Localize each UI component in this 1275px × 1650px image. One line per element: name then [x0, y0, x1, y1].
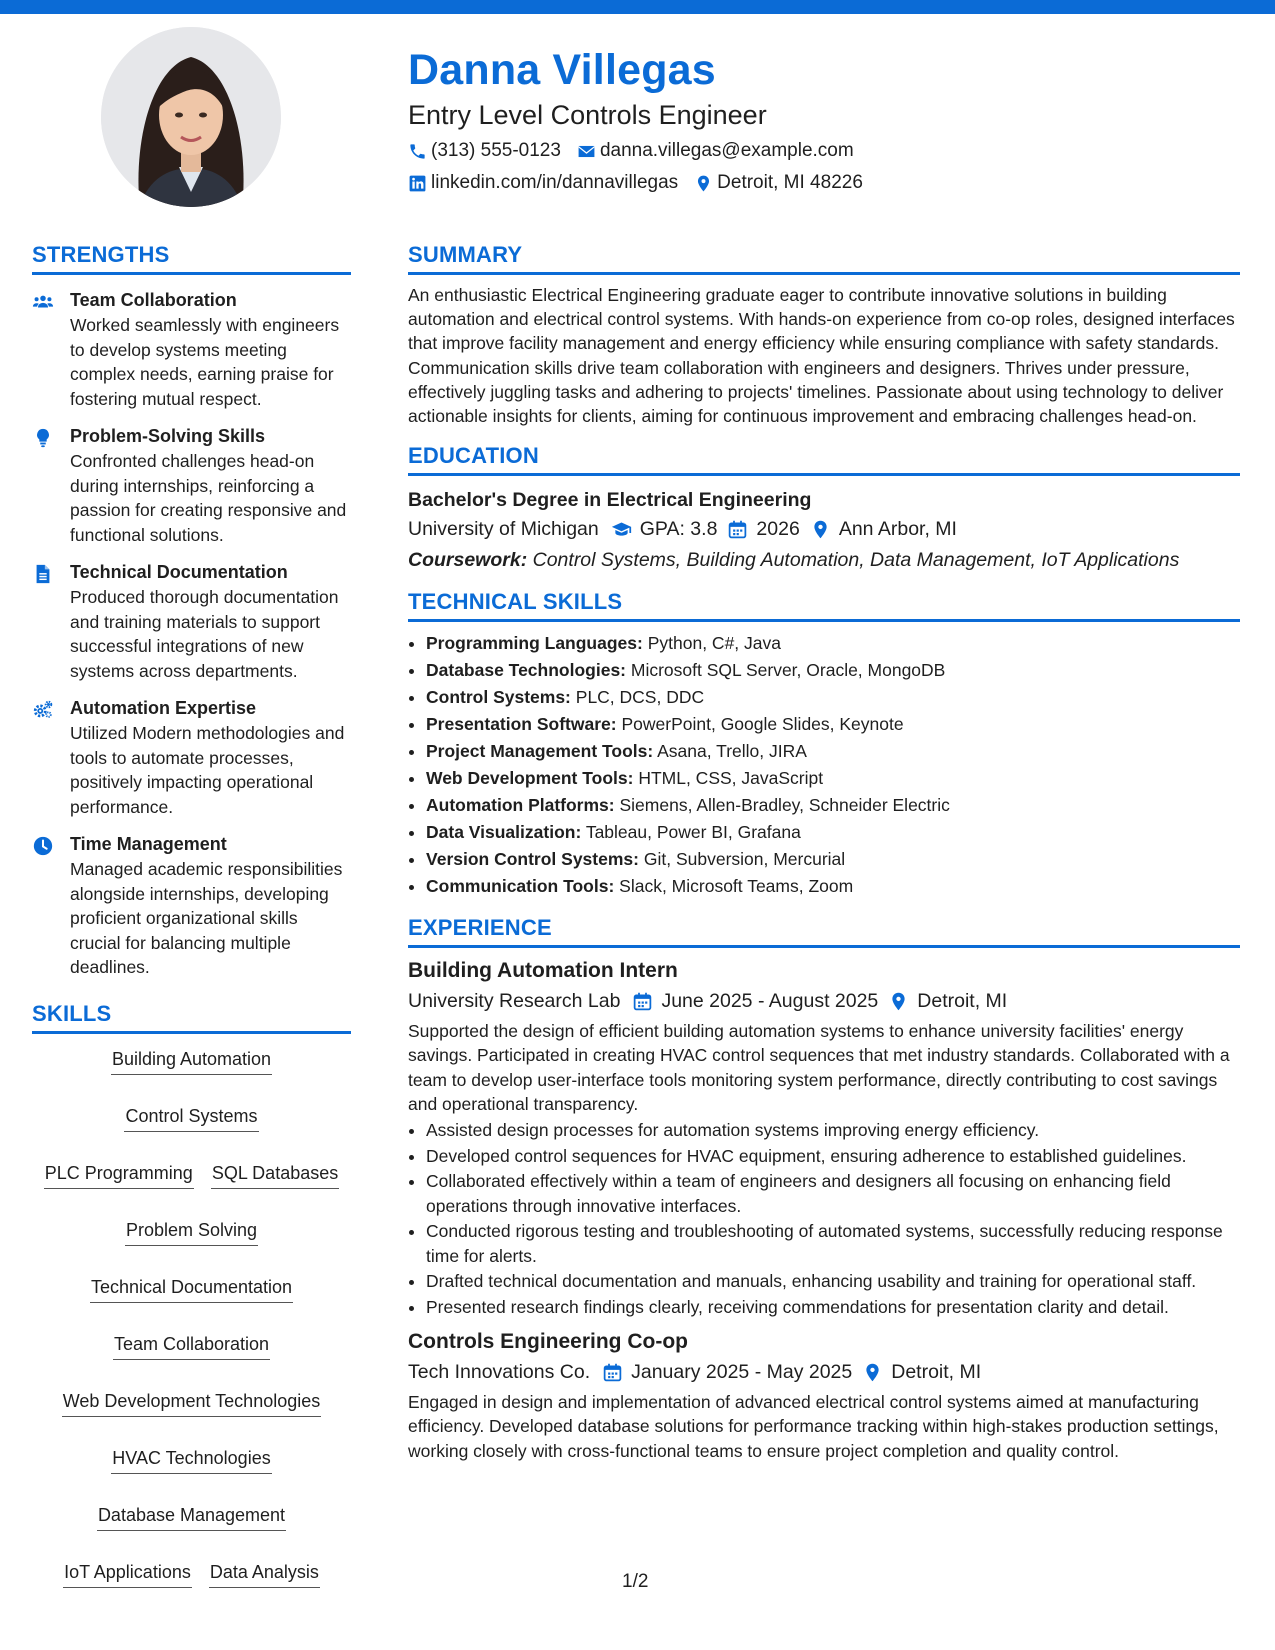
- coursework-label: Coursework:: [408, 549, 528, 572]
- calendar-icon: [602, 1362, 623, 1383]
- school-name: University of Michigan: [408, 518, 599, 541]
- list-item: • Data Visualization: Tableau, Power BI, Grafana: [426, 819, 1240, 846]
- skill-tag: SQL Databases: [211, 1160, 339, 1189]
- graduation-year: 2026: [756, 518, 800, 541]
- list-item: • Presentation Software: PowerPoint, Google Slides, Keynote: [426, 711, 1240, 738]
- contact-phone[interactable]: [408, 138, 561, 164]
- strength-description: Confronted challenges head-on during internships, reinforcing a passion for creating responsive and functional solutions.: [70, 451, 347, 545]
- list-item: • Conducted rigorous testing and troubleshooting of automated systems, successfully reducing response time for alerts.: [426, 1219, 1240, 1267]
- strength-item: [32, 424, 351, 547]
- experience-entry: [408, 1328, 1240, 1463]
- left-column: [32, 241, 351, 1588]
- position-location: Detroit, MI: [891, 1361, 982, 1384]
- list-item: • Collaborated effectively within a team of engineers and designers all focusing on enhancing field operations through innovative interfaces.: [426, 1169, 1240, 1217]
- position-location: Detroit, MI: [917, 990, 1008, 1013]
- map-pin-icon: [810, 519, 831, 540]
- list-item: • Control Systems: PLC, DCS, DDC: [426, 684, 1240, 711]
- list-item: • Presented research findings clearly, receiving commendations for presentation clarity and detail.: [426, 1295, 1240, 1319]
- position-dates: January 2025 - May 2025: [631, 1361, 853, 1384]
- contact-linkedin[interactable]: [408, 170, 678, 196]
- experience-entry: [408, 957, 1240, 1319]
- strength-item: [32, 832, 351, 980]
- calendar-icon: [632, 991, 653, 1012]
- map-pin-icon: [862, 1362, 883, 1383]
- strength-title: Time Management: [70, 834, 227, 854]
- contact-email[interactable]: [577, 138, 854, 164]
- achievement-list: [408, 1118, 1240, 1319]
- strength-item: [32, 696, 351, 819]
- degree: Bachelor's Degree in Electrical Engineering: [408, 489, 812, 512]
- document-icon: [32, 563, 54, 585]
- resume-header: [408, 44, 1228, 196]
- page-number: 1/2: [622, 1571, 649, 1592]
- education-section: [408, 442, 1240, 574]
- contact-location: [694, 170, 863, 196]
- strengths-heading: STRENGTHS: [32, 241, 351, 275]
- list-item: • Assisted design processes for automation systems improving energy efficiency.: [426, 1118, 1240, 1142]
- map-pin-icon: [694, 174, 713, 193]
- strength-item: [32, 560, 351, 683]
- map-pin-icon: [888, 991, 909, 1012]
- graduation-cap-icon: [611, 519, 632, 540]
- summary-heading: SUMMARY: [408, 241, 1240, 275]
- strength-description: Utilized Modern methodologies and tools to automate processes, positively impacting operational performance.: [70, 723, 345, 817]
- strength-description: Produced thorough documentation and training materials to support successful integrations of new systems across departments.: [70, 587, 339, 681]
- company-name: University Research Lab: [408, 990, 621, 1013]
- strength-title: Automation Expertise: [70, 698, 257, 718]
- coursework-list: Control Systems, Building Automation, Data Management, IoT Applications: [532, 549, 1180, 572]
- linkedin-text: linkedin.com/in/dannavillegas: [431, 172, 679, 193]
- skill-tag: IoT Applications: [63, 1559, 192, 1588]
- list-item: • Developed control sequences for HVAC equipment, ensuring adherence to established guidelines.: [426, 1144, 1240, 1168]
- technical-skills-section: [408, 588, 1240, 900]
- strength-item: [32, 288, 351, 411]
- job-title: Entry Level Controls Engineer: [408, 100, 767, 130]
- lightbulb-icon: [32, 427, 54, 449]
- summary-text: An enthusiastic Electrical Engineering graduate eager to contribute innovative solutions in building automation and electrical control systems. With hands-on experience from co-op roles, designed interfaces that improve facility management and energy efficiency while ensuring compliance with safety standards. Communication skills drive team collaboration with engineers and designers. Thrives under pressure, effectively juggling tasks and adhering to projects' timelines. Passionate about using technology to deliver actionable insights for clients, aiming for continuous improvement and embracing challenges head-on.: [408, 285, 1235, 427]
- position-dates: June 2025 - August 2025: [661, 990, 879, 1013]
- skills-list: [32, 1046, 351, 1588]
- envelope-icon: [577, 142, 596, 161]
- skill-tag: Building Automation: [111, 1046, 272, 1075]
- profile-photo: [101, 27, 281, 207]
- strength-description: Managed academic responsibilities alongside internships, developing proficient organizational skills crucial for balancing multiple deadlines.: [70, 859, 343, 977]
- technical-skills-list: [408, 630, 1240, 900]
- contact-row-2: [408, 170, 1228, 196]
- calendar-icon: [727, 519, 748, 540]
- skill-tag: Data Analysis: [209, 1559, 320, 1588]
- strength-description: Worked seamlessly with engineers to develop systems meeting complex needs, earning praise for fostering mutual respect.: [70, 315, 340, 409]
- right-column: [408, 241, 1240, 1463]
- list-item: • Programming Languages: Python, C#, Java: [426, 630, 1240, 657]
- technical-skills-heading: TECHNICAL SKILLS: [408, 588, 1240, 622]
- skill-tag: Database Management: [97, 1502, 286, 1531]
- position-title: Building Automation Intern: [408, 959, 678, 983]
- experience-section: [408, 914, 1240, 1463]
- list-item: • Version Control Systems: Git, Subversion, Mercurial: [426, 846, 1240, 873]
- list-item: • Project Management Tools: Asana, Trello, JIRA: [426, 738, 1240, 765]
- education-heading: EDUCATION: [408, 442, 1240, 476]
- skills-heading: SKILLS: [32, 1000, 351, 1034]
- company-name: Tech Innovations Co.: [408, 1361, 591, 1384]
- position-description: Supported the design of efficient building automation systems to enhance university facilities' energy savings. Participated in creating HVAC control sequences that met industry standards. Collaborated with a team to develop user-interface tools monitoring system performance, directly contributing to cost savings and operational transparency.: [408, 1021, 1230, 1114]
- top-accent-bar: [0, 0, 1275, 14]
- skill-tag: Team Collaboration: [113, 1331, 270, 1360]
- position-meta: [408, 1358, 1240, 1386]
- coursework: [408, 546, 1240, 574]
- strength-title: Technical Documentation: [70, 562, 288, 582]
- skill-tag: Web Development Technologies: [62, 1388, 322, 1417]
- list-item: • Database Technologies: Microsoft SQL Server, Oracle, MongoDB: [426, 657, 1240, 684]
- gears-icon: [32, 699, 54, 721]
- position-description: Engaged in design and implementation of advanced electrical control systems aimed at manufacturing efficiency. Developed database solutions for performance tracking within high-stakes production settings, working closely with cross-functional teams to ensure project completion and quality control.: [408, 1392, 1219, 1461]
- education-meta: [408, 515, 1240, 543]
- experience-heading: EXPERIENCE: [408, 914, 1240, 948]
- position-title: Controls Engineering Co-op: [408, 1330, 688, 1354]
- skill-tag: Control Systems: [124, 1103, 258, 1132]
- phone-text: (313) 555-0123: [431, 140, 561, 161]
- list-item: • Drafted technical documentation and manuals, enhancing usability and training for operational staff.: [426, 1269, 1240, 1293]
- users-icon: [32, 291, 54, 313]
- skill-tag: Problem Solving: [125, 1217, 258, 1246]
- gpa: GPA: 3.8: [639, 518, 718, 541]
- location-text: Detroit, MI 48226: [717, 172, 863, 193]
- phone-icon: [408, 142, 427, 161]
- position-meta: [408, 987, 1240, 1015]
- list-item: • Web Development Tools: HTML, CSS, JavaScript: [426, 765, 1240, 792]
- skill-tag: HVAC Technologies: [111, 1445, 271, 1474]
- email-text: danna.villegas@example.com: [599, 140, 854, 161]
- list-item: • Communication Tools: Slack, Microsoft Teams, Zoom: [426, 873, 1240, 900]
- skill-tag: PLC Programming: [44, 1160, 194, 1189]
- linkedin-icon: [408, 174, 427, 193]
- candidate-name: Danna Villegas: [408, 46, 716, 94]
- strength-title: Problem-Solving Skills: [70, 426, 266, 446]
- contact-row-1: [408, 138, 1228, 164]
- school-location: Ann Arbor, MI: [838, 518, 957, 541]
- strength-title: Team Collaboration: [70, 290, 237, 310]
- skill-tag: Technical Documentation: [90, 1274, 293, 1303]
- list-item: • Automation Platforms: Siemens, Allen-Bradley, Schneider Electric: [426, 792, 1240, 819]
- clock-icon: [32, 835, 54, 857]
